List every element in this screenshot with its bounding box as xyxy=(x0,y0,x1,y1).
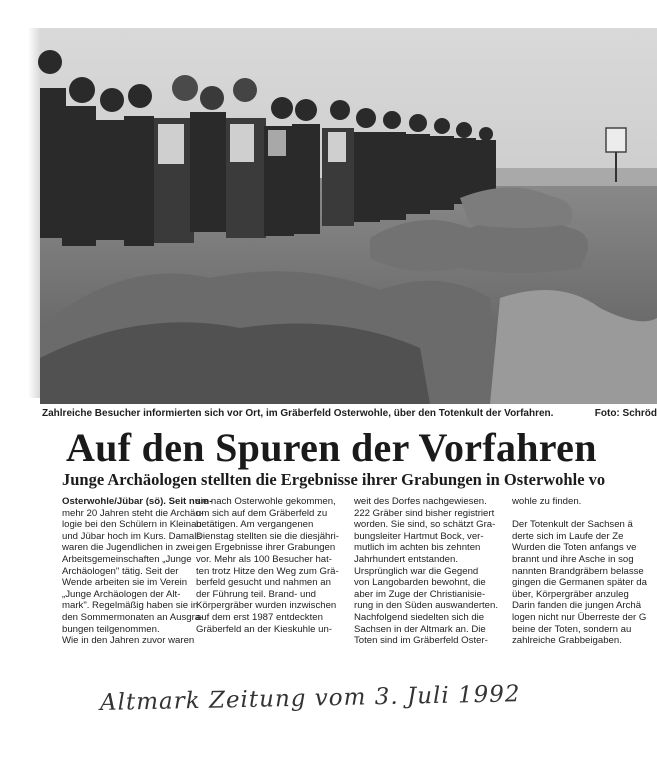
text-line: aber im Zuge der Christianisie- xyxy=(354,588,486,600)
text-line: logen nicht nur Überreste der G xyxy=(512,611,647,623)
text-line: gingen die Germanen später da xyxy=(512,577,647,589)
text-line: weit des Dorfes nachgewiesen. xyxy=(354,496,487,507)
article-column-4 xyxy=(512,496,657,647)
text-line: derte sich im Laufe der Ze xyxy=(512,530,624,542)
article-column-2 xyxy=(196,496,352,635)
text-line: beine der Toten, sondern au xyxy=(512,623,632,635)
text-line: den Sommermonaten an Ausgra- xyxy=(62,611,204,623)
text-line: und Jübar hoch im Kurs. Damals xyxy=(62,530,202,542)
text-line: brannt und ihre Asche in sog xyxy=(512,553,634,565)
text-line: auf dem erst 1987 entdeckten xyxy=(196,611,323,623)
article-column-3 xyxy=(354,496,506,647)
text-line: über, Körpergräber anzuleg xyxy=(512,588,629,600)
text-line: sie nach Osterwohle gekommen, xyxy=(196,496,336,507)
text-line: Der Totenkult der Sachsen ä xyxy=(512,519,633,531)
photo-credit: Foto: Schröd xyxy=(594,408,657,419)
text-line: bungen teilgenommen. xyxy=(62,623,160,635)
text-line: Wurden die Toten anfangs ve xyxy=(512,542,637,554)
text-line: wohle zu finden. xyxy=(512,496,582,507)
article-column-1 xyxy=(62,496,213,647)
text-line: Dienstag stellten sie die diesjähri- xyxy=(196,530,339,542)
text-line: worden. Sie sind, so schätzt Gra- xyxy=(354,519,496,531)
text-line: der Führung teil. Brand- und xyxy=(196,588,316,600)
text-line: Darin fanden die jungen Archä xyxy=(512,600,642,612)
text-line: „Junge Archäologen der Alt- xyxy=(62,588,181,600)
text-line: Ursprünglich war die Gegend xyxy=(354,565,479,577)
text-line: Wie in den Jahren zuvor waren xyxy=(62,635,195,647)
text-line: 222 Gräber sind bisher registriert xyxy=(354,507,495,519)
text-line: Gräberfeld an der Kieskuhle un- xyxy=(196,623,332,635)
text-line: ten trotz Hitze den Weg zum Grä- xyxy=(196,565,339,577)
scan-shadow xyxy=(28,28,40,398)
text-line: vor. Mehr als 100 Besucher hat- xyxy=(196,553,332,565)
text-line: Jahrhundert entstanden. xyxy=(354,553,459,565)
text-line: Nachfolgend siedelten sich die xyxy=(354,611,485,623)
text-line: nannten Brandgräbern belasse xyxy=(512,565,644,577)
article-photo xyxy=(40,28,657,404)
text-line: bungsleiter Hartmut Bock, ver- xyxy=(354,530,484,542)
text-line: Archäologen" tätig. Seit der xyxy=(62,565,179,577)
text-line: mehr 20 Jahren steht die Archäo- xyxy=(62,507,204,519)
text-line: Wende arbeiten sie im Verein xyxy=(62,577,188,589)
excavation-photo-graphic xyxy=(40,28,657,404)
text-line: logie bei den Schülern in Kleinau xyxy=(62,519,202,531)
article-subheadline: Junge Archäologen stellten die Ergebnisse ihrer Grabungen in Osterwohle vo xyxy=(62,470,606,489)
text-line: rung in den Süden auswanderten. xyxy=(354,600,499,612)
text-line: berfeld gesucht und nahmen an xyxy=(196,577,331,589)
text-line: Toten sind im Gräberfeld Oster- xyxy=(354,635,488,647)
text-line: mutlich im achten bis zehnten xyxy=(354,542,481,554)
article-headline: Auf den Spuren der Vorfahren xyxy=(66,425,597,470)
text-line: von Langobarden bewohnt, die xyxy=(354,577,486,589)
text-line: Körpergräber wurden inzwischen xyxy=(196,600,337,612)
text-line: betätigen. Am vergangenen xyxy=(196,519,314,531)
text-line: Arbeitsgemeinschaften „Junge xyxy=(62,553,192,565)
text-line: um sich auf dem Gräberfeld zu xyxy=(196,507,328,519)
photo-caption: Zahlreiche Besucher informierten sich vor Ort, im Gräberfeld Osterwohle, über den Totenkult der Vorfahren. xyxy=(42,408,554,419)
text-line: mark". Regelmäßig haben sie in xyxy=(62,600,199,612)
photo-caption-row xyxy=(40,406,657,422)
text-line: zahlreiche Grabbeigaben. xyxy=(512,635,622,647)
text-line xyxy=(512,508,657,520)
handwritten-source-note: Altmark Zeitung vom 3. Juli 1992 xyxy=(99,681,521,716)
text-line: Osterwohle/Jübar (sö). Seit num- xyxy=(62,496,213,507)
text-line: gen Ergebnisse ihrer Grabungen xyxy=(196,542,336,554)
text-line: waren die Jugendlichen in zwei xyxy=(62,542,195,554)
text-line: Sachsen in der Altmark an. Die xyxy=(354,623,486,635)
